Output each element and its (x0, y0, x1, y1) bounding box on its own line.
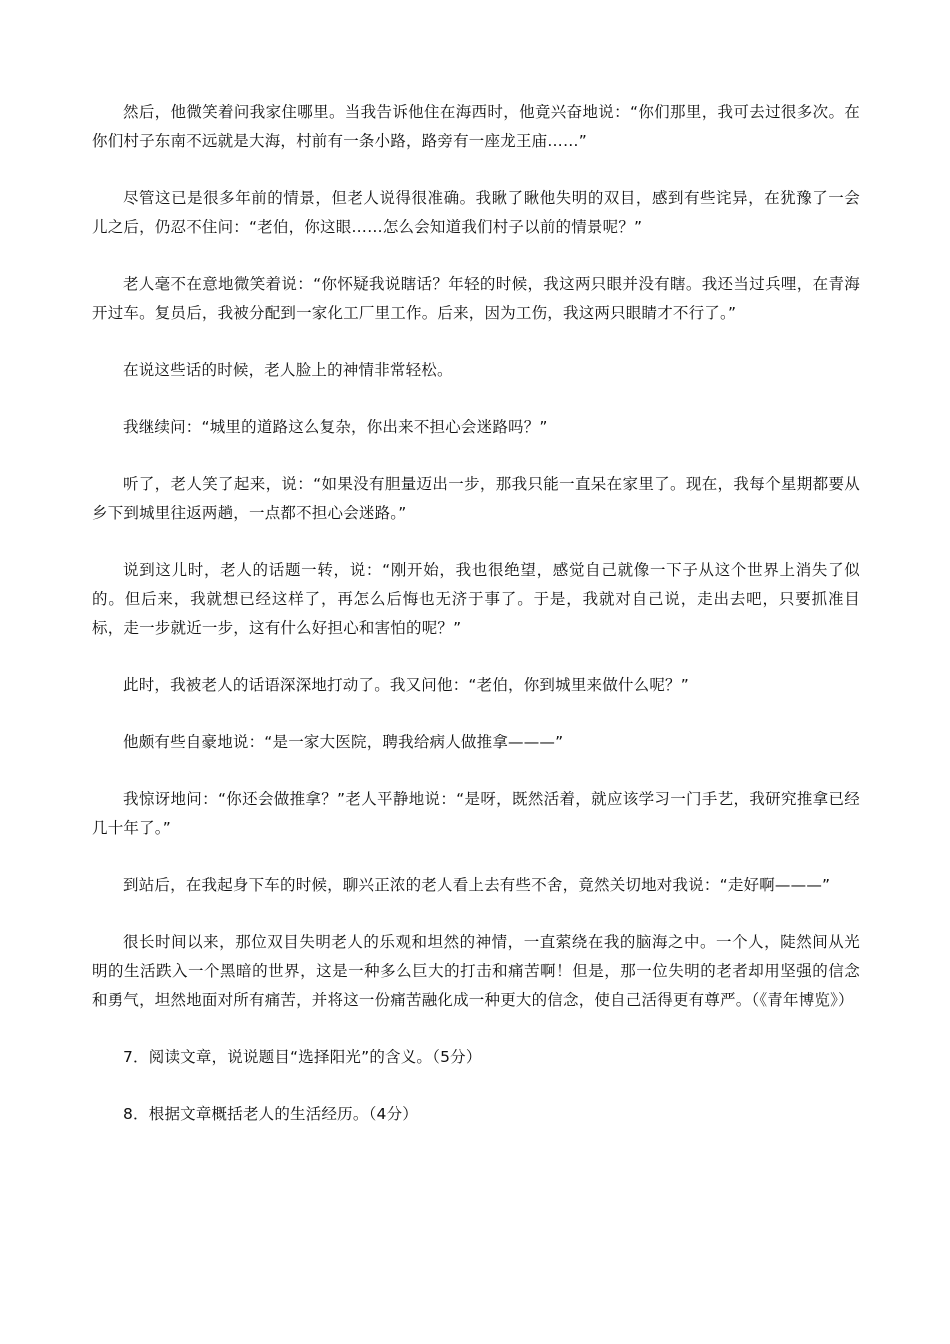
paragraph: 听了，老人笑了起来，说：“如果没有胆量迈出一步，那我只能一直呆在家里了。现在，我每个星期都要从乡下到城里往返两趟，一点都不担心会迷路。” (92, 475, 860, 522)
paragraph: 我惊讶地问：“你还会做推拿？”老人平静地说：“是呀，既然活着，就应该学习一门手艺，我研究推拿已经几十年了。” (92, 790, 860, 837)
paragraph: 他颇有些自豪地说：“是一家大医院，聘我给病人做推拿———” (123, 733, 564, 751)
paragraph: 我继续问：“城里的道路这么复杂，你出来不担心会迷路吗？” (123, 418, 548, 436)
question-8: 8．根据文章概括老人的生活经历。（4分） (123, 1105, 418, 1123)
paragraph: 很长时间以来，那位双目失明老人的乐观和坦然的神情，一直萦绕在我的脑海之中。一个人，陡然间从光明的生活跌入一个黑暗的世界，这是一种多么巨大的打击和痛苦啊！但是，那一位失明的老者却用坚强的信念和勇气，坦然地面对所有痛苦，并将这一份痛苦融化成一种更大的信念，使自己活得更有尊严。（《青年博览》） (92, 933, 860, 1009)
paragraph: 老人毫不在意地微笑着说：“你怀疑我说瞎话？年轻的时候，我这两只眼并没有瞎。我还当过兵哩，在青海开过车。复员后，我被分配到一家化工厂里工作。后来，因为工伤，我这两只眼睛才不行了。” (92, 275, 860, 322)
paragraph: 尽管这已是很多年前的情景，但老人说得很准确。我瞅了瞅他失明的双目，感到有些诧异，在犹豫了一会儿之后，仍忍不住问：“老伯，你这眼……怎么会知道我们村子以前的情景呢？” (92, 189, 860, 236)
paragraph: 然后，他微笑着问我家住哪里。当我告诉他住在海西时，他竟兴奋地说：“你们那里，我可去过很多次。在你们村子东南不远就是大海，村前有一条小路，路旁有一座龙王庙……” (92, 103, 860, 150)
question-7: 7．阅读文章，说说题目“选择阳光”的含义。（5分） (123, 1048, 482, 1066)
paragraph: 在说这些话的时候，老人脸上的神情非常轻松。 (123, 361, 453, 379)
paragraph: 说到这儿时，老人的话题一转，说：“刚开始，我也很绝望，感觉自己就像一下子从这个世界上消失了似的。但后来，我就想已经这样了，再怎么后悔也无济于事了。于是，我就对自己说，走出去吧，只要抓准目标，走一步就近一步，这有什么好担心和害怕的呢？” (92, 561, 860, 637)
document-page (92, 98, 860, 1157)
paragraph: 到站后，在我起身下车的时候，聊兴正浓的老人看上去有些不舍，竟然关切地对我说：“走好啊———” (123, 876, 831, 894)
paragraph: 此时，我被老人的话语深深地打动了。我又问他：“老伯，你到城里来做什么呢？” (123, 676, 689, 694)
